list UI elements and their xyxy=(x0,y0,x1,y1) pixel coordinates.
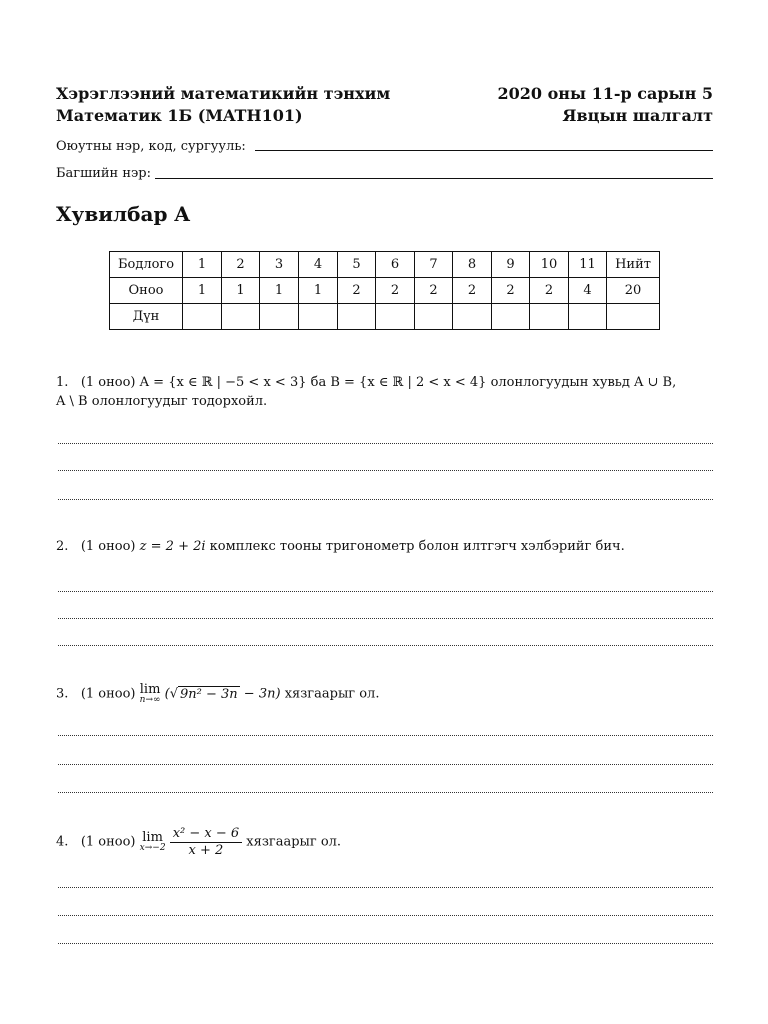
answer-line[interactable] xyxy=(58,764,713,765)
result-cell[interactable] xyxy=(222,304,260,330)
problem-cell: 4 xyxy=(299,252,338,278)
problem-cell: 9 xyxy=(492,252,530,278)
teacher-field-label: Багшийн нэр: xyxy=(56,166,151,181)
student-field-line[interactable] xyxy=(255,150,713,151)
denominator: x + 2 xyxy=(188,842,224,858)
result-row xyxy=(110,304,660,330)
question-number: 2. xyxy=(56,539,69,554)
points-cell: 1 xyxy=(260,278,299,304)
question-text: хязгаарыг ол. xyxy=(246,834,342,850)
limit-subscript: n→∞ xyxy=(139,695,161,705)
sqrt-icon: √ xyxy=(169,686,179,702)
exam-date: 2020 оны 11-р сарын 5 xyxy=(497,84,713,103)
result-cell[interactable] xyxy=(492,304,530,330)
problem-cell: 8 xyxy=(453,252,492,278)
points-cell: 1 xyxy=(183,278,222,304)
limit-operator: lim x→−2 xyxy=(139,830,166,854)
result-cell[interactable] xyxy=(530,304,569,330)
numerator: x² − x − 6 xyxy=(170,826,242,843)
question-text: хязгаарыг ол. xyxy=(284,686,380,702)
problem-cell: 1 xyxy=(183,252,222,278)
result-cell[interactable] xyxy=(183,304,222,330)
answer-line[interactable] xyxy=(58,943,713,944)
points-cell: 2 xyxy=(492,278,530,304)
problem-cell: 10 xyxy=(530,252,569,278)
teacher-field-line[interactable] xyxy=(155,178,713,179)
limit-operator: lim n→∞ xyxy=(139,682,161,705)
result-cell[interactable] xyxy=(415,304,453,330)
question-1-continued: A \ B олонлогуудыг тодорхойл. xyxy=(56,394,268,409)
department-name: Хэрэглээний математикийн тэнхим xyxy=(56,84,391,103)
result-cell[interactable] xyxy=(299,304,338,330)
answer-line[interactable] xyxy=(58,792,713,793)
variant-title: Хувилбар A xyxy=(56,202,190,226)
question-text: A = {x ∈ ℝ | −5 < x < 3} ба B = {x ∈ ℝ | 2 < x < 4} олонлогуудын хувьд A ∪ B, xyxy=(139,375,677,390)
points-cell: 2 xyxy=(376,278,415,304)
question-3 xyxy=(56,683,379,705)
answer-line[interactable] xyxy=(58,591,713,592)
problem-cell: 5 xyxy=(338,252,376,278)
answer-line[interactable] xyxy=(58,645,713,646)
problem-row xyxy=(110,252,660,278)
exam-type: Явцын шалгалт xyxy=(562,106,713,125)
question-text: комплекс тооны тригонометр болон илтгэгч хэлбэрийг бич. xyxy=(209,539,625,554)
row-label: Дүн xyxy=(110,304,183,330)
result-cell[interactable] xyxy=(453,304,492,330)
question-points: (1 оноо) xyxy=(80,834,136,850)
student-field-label: Оюутны нэр, код, сургууль: xyxy=(56,139,246,154)
result-cell[interactable] xyxy=(260,304,299,330)
radicand: 9n² − 3n xyxy=(180,686,238,702)
row-label: Оноо xyxy=(110,278,183,304)
points-cell: 2 xyxy=(530,278,569,304)
answer-line[interactable] xyxy=(58,915,713,916)
question-number: 1. xyxy=(56,375,69,390)
points-cell: 1 xyxy=(222,278,260,304)
answer-line[interactable] xyxy=(58,887,713,888)
points-row xyxy=(110,278,660,304)
answer-line[interactable] xyxy=(58,735,713,736)
expression-close: − 3n) xyxy=(239,686,281,702)
score-table xyxy=(109,251,660,330)
question-points: (1 оноо) xyxy=(80,686,136,702)
question-4 xyxy=(56,826,341,858)
answer-line[interactable] xyxy=(58,470,713,471)
question-expression: z = 2 + 2i xyxy=(139,539,206,554)
problem-cell: 11 xyxy=(569,252,607,278)
points-cell: 1 xyxy=(299,278,338,304)
problem-cell: 2 xyxy=(222,252,260,278)
problem-cell: 6 xyxy=(376,252,415,278)
points-cell: 2 xyxy=(415,278,453,304)
question-2 xyxy=(56,539,625,554)
question-number: 3. xyxy=(56,686,69,702)
points-cell: 4 xyxy=(569,278,607,304)
problem-cell: 3 xyxy=(260,252,299,278)
points-cell: 2 xyxy=(338,278,376,304)
question-points: (1 оноо) xyxy=(80,375,136,390)
points-cell: 2 xyxy=(453,278,492,304)
row-label: Бодлого xyxy=(110,252,183,278)
question-1 xyxy=(56,375,676,390)
problem-cell: 7 xyxy=(415,252,453,278)
result-cell[interactable] xyxy=(376,304,415,330)
answer-line[interactable] xyxy=(58,443,713,444)
result-cell[interactable] xyxy=(607,304,660,330)
answer-line[interactable] xyxy=(58,618,713,619)
expression-open: ( xyxy=(164,686,170,702)
result-cell[interactable] xyxy=(569,304,607,330)
course-name: Математик 1Б (MATH101) xyxy=(56,106,303,125)
limit-subscript: x→−2 xyxy=(139,843,166,854)
question-number: 4. xyxy=(56,834,69,850)
answer-line[interactable] xyxy=(58,499,713,500)
points-cell: 20 xyxy=(607,278,660,304)
result-cell[interactable] xyxy=(338,304,376,330)
question-points: (1 оноо) xyxy=(80,539,136,554)
problem-cell: Нийт xyxy=(607,252,660,278)
fraction xyxy=(170,826,242,858)
